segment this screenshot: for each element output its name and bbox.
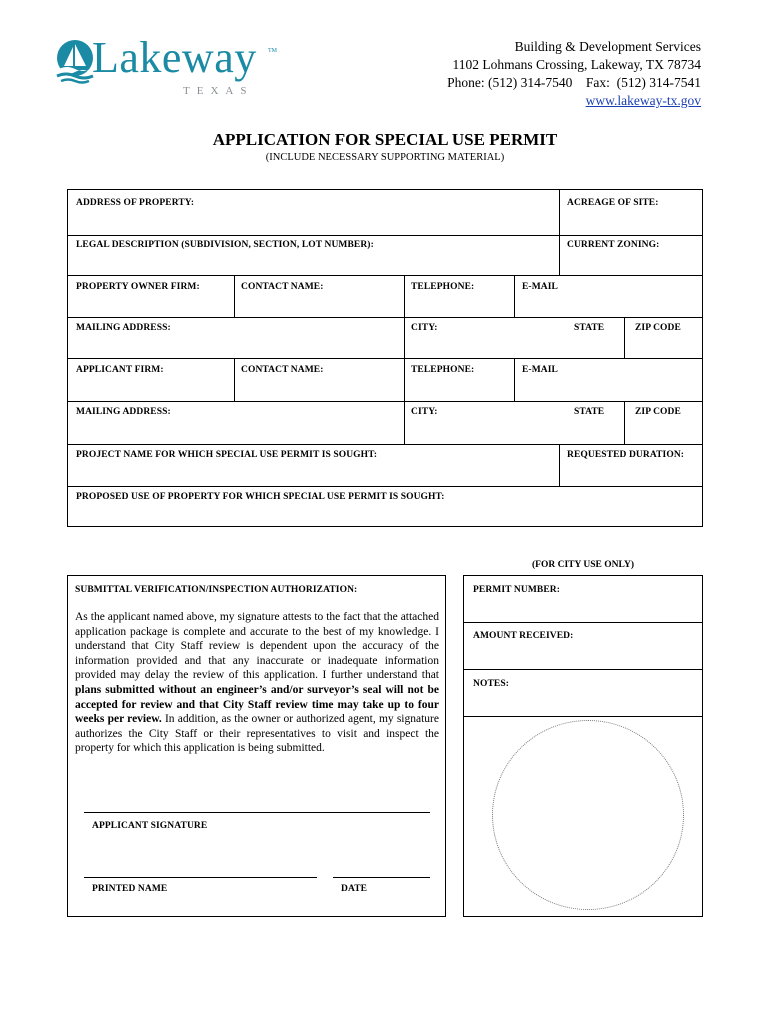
date-label: DATE: [341, 884, 368, 894]
contact-block: [447, 38, 701, 110]
applicant-zip-label: ZIP CODE: [635, 407, 681, 417]
amount-received-label: AMOUNT RECEIVED:: [473, 631, 574, 641]
owner-zip-field[interactable]: [625, 318, 702, 358]
project-name-label: PROJECT NAME FOR WHICH SPECIAL USE PERMIT IS SOUGHT:: [76, 450, 378, 460]
logo-state: TEXAS: [183, 85, 254, 97]
applicant-firm-label: APPLICANT FIRM:: [76, 365, 164, 375]
statement-part-1: As the applicant named above, my signature attests to the fact that the attached application package is complete and accurate to the best of my knowledge. I understand that City Staff review is dependent upon the accuracy of the information provided and that any inaccurate or inadequate information provided may delay the review of this application. I further understand that: [75, 611, 439, 682]
owner-mailing-address-label: MAILING ADDRESS:: [76, 323, 171, 333]
property-owner-firm-field[interactable]: [68, 276, 234, 317]
application-form: [67, 189, 703, 527]
date-line[interactable]: [333, 877, 430, 878]
owner-city-label: CITY:: [411, 323, 438, 333]
submittal-statement: [75, 610, 439, 756]
owner-email-field[interactable]: [515, 276, 702, 317]
applicant-telephone-label: TELEPHONE:: [411, 365, 475, 375]
owner-contact-name-field[interactable]: [235, 276, 404, 317]
owner-contact-name-label: CONTACT NAME:: [241, 282, 324, 292]
applicant-contact-name-field[interactable]: [235, 359, 404, 401]
printed-name-line[interactable]: [84, 877, 317, 878]
owner-telephone-label: TELEPHONE:: [411, 282, 475, 292]
applicant-telephone-field[interactable]: [405, 359, 514, 401]
logo-trademark: TM: [268, 48, 277, 54]
applicant-contact-name-label: CONTACT NAME:: [241, 365, 324, 375]
address-of-property-label: ADDRESS OF PROPERTY:: [76, 198, 195, 208]
statement-bold: plans submitted without an engineer’s and/or surveyor’s seal will not be accepted for review and that City Staff review time may take up to four weeks per review.: [75, 683, 439, 726]
applicant-signature-line[interactable]: [84, 812, 430, 813]
page-title: APPLICATION FOR SPECIAL USE PERMIT: [212, 130, 558, 149]
applicant-mailing-address-label: MAILING ADDRESS:: [76, 407, 171, 417]
applicant-mailing-address-field[interactable]: [68, 402, 404, 444]
current-zoning-label: CURRENT ZONING:: [567, 240, 660, 250]
owner-mailing-address-field[interactable]: [68, 318, 404, 358]
submittal-heading: SUBMITTAL VERIFICATION/INSPECTION AUTHORIZATION:: [75, 585, 358, 595]
project-name-field[interactable]: [68, 445, 559, 486]
city-use-heading: (FOR CITY USE ONLY): [532, 560, 634, 570]
requested-duration-label: REQUESTED DURATION:: [567, 450, 685, 460]
logo-wordmark: Lakeway: [92, 33, 257, 82]
legal-description-field[interactable]: [68, 236, 559, 275]
website-link[interactable]: www.lakeway-tx.gov: [585, 93, 701, 108]
statement-part-2: In addition, as the owner or authorized agent, my signature authorizes the City Staff or their representatives to visit and inspect the property for which this application is being submitted.: [75, 713, 439, 755]
printed-name-label: PRINTED NAME: [92, 884, 168, 894]
permit-number-label: PERMIT NUMBER:: [473, 585, 560, 595]
seal-stamp-area: [492, 720, 684, 910]
property-owner-firm-label: PROPERTY OWNER FIRM:: [76, 282, 200, 292]
page-subtitle: (INCLUDE NECESSARY SUPPORTING MATERIAL): [265, 152, 505, 163]
proposed-use-field[interactable]: [68, 487, 702, 526]
applicant-state-field[interactable]: [560, 402, 624, 444]
lakeway-logo-icon: [55, 38, 95, 84]
proposed-use-label: PROPOSED USE OF PROPERTY FOR WHICH SPECIAL USE PERMIT IS SOUGHT:: [76, 492, 445, 502]
legal-description-label: LEGAL DESCRIPTION (SUBDIVISION, SECTION, LOT NUMBER):: [76, 240, 374, 250]
applicant-firm-field[interactable]: [68, 359, 234, 401]
acreage-of-site-label: ACREAGE OF SITE:: [567, 198, 659, 208]
applicant-signature-label: APPLICANT SIGNATURE: [92, 821, 208, 831]
phone-fax: Phone: (512) 314-7540 Fax: (512) 314-7541: [447, 75, 701, 90]
owner-state-field[interactable]: [560, 318, 624, 358]
requested-duration-field[interactable]: [560, 445, 702, 486]
applicant-city-label: CITY:: [411, 407, 438, 417]
owner-telephone-field[interactable]: [405, 276, 514, 317]
applicant-email-label: E-MAIL: [522, 365, 558, 375]
acreage-of-site-field[interactable]: [560, 190, 702, 235]
current-zoning-field[interactable]: [560, 236, 702, 275]
notes-label: NOTES:: [473, 679, 509, 689]
department: Building & Development Services: [514, 39, 701, 54]
owner-zip-label: ZIP CODE: [635, 323, 681, 333]
applicant-zip-field[interactable]: [625, 402, 702, 444]
applicant-state-label: STATE: [574, 407, 605, 417]
address: 1102 Lohmans Crossing, Lakeway, TX 78734: [452, 57, 701, 72]
address-of-property-field[interactable]: [68, 190, 559, 235]
notes-field[interactable]: [464, 670, 702, 716]
permit-number-field[interactable]: [464, 576, 702, 622]
applicant-email-field[interactable]: [515, 359, 702, 401]
owner-email-label: E-MAIL: [522, 282, 558, 292]
amount-received-field[interactable]: [464, 623, 702, 669]
owner-state-label: STATE: [574, 323, 605, 333]
